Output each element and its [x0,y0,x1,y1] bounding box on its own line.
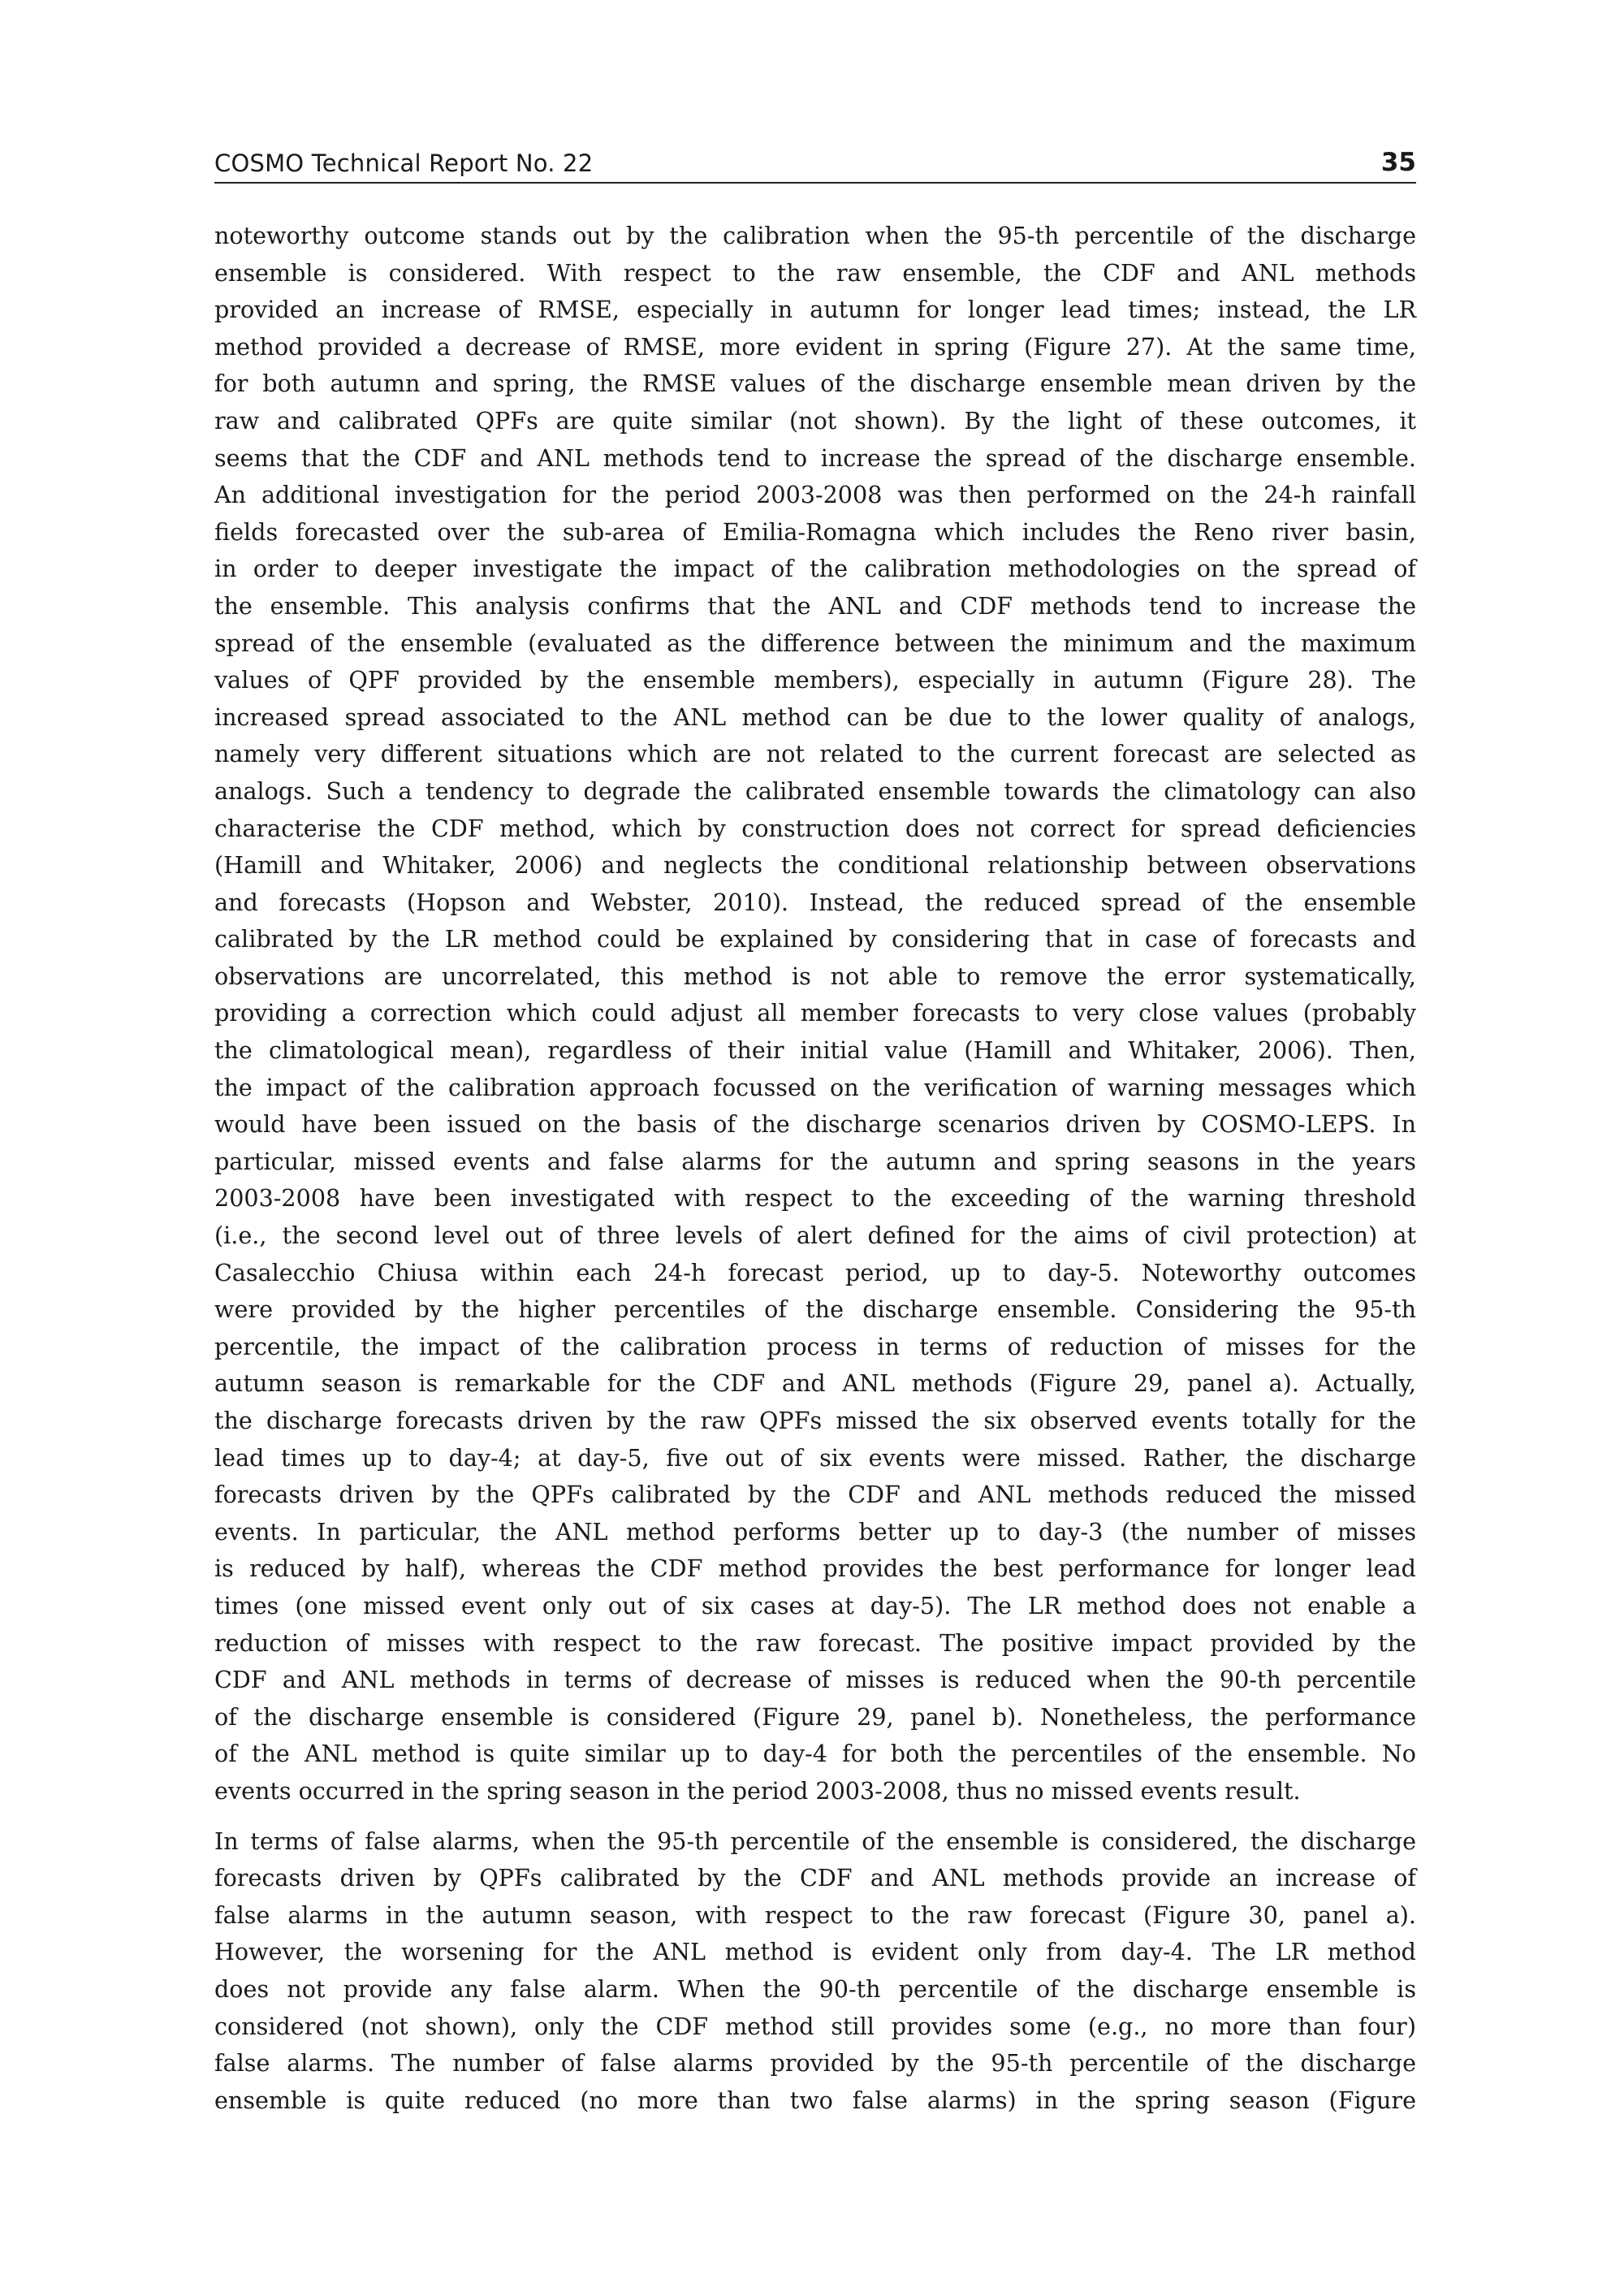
text-line: calibrated by the LR method could be explained by considering that in case of forecasts and [214,925,1416,953]
text-line: (i.e., the second level out of three levels of alert defined for the aims of civil protection) at [214,1222,1416,1250]
text-line: namely very different situations which are not related to the current forecast are selected as [214,740,1416,768]
text-line: for both autumn and spring, the RMSE values of the discharge ensemble mean driven by the [214,370,1416,398]
text-line: 2003-2008 have been investigated with respect to the exceeding of the warning threshold [214,1184,1416,1213]
text-line: provided an increase of RMSE, especially in autumn for longer lead times; instead, the LR [214,296,1416,324]
text-line: increased spread associated to the ANL method can be due to the lower quality of analogs, [214,703,1416,731]
text-line: false alarms in the autumn season, with respect to the raw forecast (Figure 30, panel a). [214,1900,1416,1929]
text-line: events. In particular, the ANL method performs better up to day-3 (the number of misses [214,1517,1416,1546]
text-line: is reduced by half), whereas the CDF method provides the best performance for longer lead [214,1554,1416,1583]
text-line: of the discharge ensemble is considered (Figure 29, panel b). Nonetheless, the performance [214,1702,1416,1731]
text-line: the impact of the calibration approach focussed on the verification of warning messages which [214,1073,1416,1101]
text-line: In terms of false alarms, when the 95-th percentile of the ensemble is considered, the discharge [214,1827,1416,1855]
page-number: 35 [1380,148,1416,177]
text-line: forecasts driven by the QPFs calibrated by the CDF and ANL methods reduced the missed [214,1481,1416,1509]
text-line: ensemble is considered. With respect to the raw ensemble, the CDF and ANL methods [214,258,1416,287]
text-line: Casalecchio Chiusa within each 24-h forecast period, up to day-5. Noteworthy outcomes [214,1258,1416,1286]
report-title: COSMO Technical Report No. 22 [214,149,594,177]
text-line: in order to deeper investigate the impact of the calibration methodologies on the spread of [214,555,1416,583]
text-line: An additional investigation for the period 2003-2008 was then performed on the 24-h rainfall [214,481,1416,509]
text-line: were provided by the higher percentiles of the discharge ensemble. Considering the 95-th [214,1295,1416,1324]
text-line: autumn season is remarkable for the CDF and ANL methods (Figure 29, panel a). Actually, [214,1369,1416,1398]
text-line: reduction of misses with respect to the raw forecast. The positive impact provided by the [214,1628,1416,1657]
text-line: characterise the CDF method, which by construction does not correct for spread deficiencies [214,814,1416,842]
text-line: and forecasts (Hopson and Webster, 2010). Instead, the reduced spread of the ensemble [214,888,1416,916]
text-line: observations are uncorrelated, this method is not able to remove the error systematically, [214,962,1416,990]
text-line: the ensemble. This analysis confirms that the ANL and CDF methods tend to increase the [214,591,1416,620]
text-line: fields forecasted over the sub-area of Emilia-Romagna which includes the Reno river basin, [214,517,1416,546]
text-line: seems that the CDF and ANL methods tend to increase the spread of the discharge ensemble. [214,443,1416,472]
text-line: would have been issued on the basis of the discharge scenarios driven by COSMO-LEPS. In [214,1110,1416,1139]
text-line: considered (not shown), only the CDF method still provides some (e.g., no more than four) [214,2012,1416,2040]
text-line: lead times up to day-4; at day-5, five out of six events were missed. Rather, the discharge [214,1443,1416,1472]
text-line: analogs. Such a tendency to degrade the calibrated ensemble towards the climatology can also [214,776,1416,805]
text-line: particular, missed events and false alarms for the autumn and spring seasons in the years [214,1147,1416,1175]
text-line: providing a correction which could adjust all member forecasts to very close values (probably [214,999,1416,1027]
text-line: However, the worsening for the ANL method is evident only from day-4. The LR method [214,1938,1416,1966]
text-line: values of QPF provided by the ensemble members), especially in autumn (Figure 28). The [214,666,1416,694]
running-header [214,145,1416,184]
paragraph-1 [214,218,1416,1810]
text-line: forecasts driven by QPFs calibrated by the CDF and ANL methods provide an increase of [214,1864,1416,1892]
text-line: noteworthy outcome stands out by the calibration when the 95-th percentile of the discharge [214,222,1416,249]
text-line: times (one missed event only out of six cases at day-5). The LR method does not enable a [214,1591,1416,1619]
text-line: percentile, the impact of the calibration process in terms of reduction of misses for the [214,1332,1416,1360]
text-line: does not provide any false alarm. When the 90-th percentile of the discharge ensemble is [214,1974,1416,2003]
text-line: ensemble is quite reduced (no more than two false alarms) in the spring season (Figure [214,2086,1416,2114]
paragraph-2 [214,1823,1416,2120]
text-line: CDF and ANL methods in terms of decrease of misses is reduced when the 90-th percentile [214,1666,1416,1694]
text-line: raw and calibrated QPFs are quite similar (not shown). By the light of these outcomes, it [214,406,1416,435]
text-line: events occurred in the spring season in the period 2003-2008, thus no missed events result. [214,1776,1301,1805]
text-line: spread of the ensemble (evaluated as the difference between the minimum and the maximum [214,629,1416,657]
text-line: (Hamill and Whitaker, 2006) and neglects the conditional relationship between observations [214,851,1416,880]
text-line: the climatological mean), regardless of their initial value (Hamill and Whitaker, 2006). Then, [214,1036,1416,1065]
text-line: false alarms. The number of false alarms provided by the 95-th percentile of the discharge [214,2049,1416,2078]
body-text [214,218,1416,2119]
text-line: method provided a decrease of RMSE, more evident in spring (Figure 27). At the same time, [214,332,1416,361]
text-line: the discharge forecasts driven by the raw QPFs missed the six observed events totally for the [214,1407,1416,1434]
text-line: of the ANL method is quite similar up to day-4 for both the percentiles of the ensemble. No [214,1740,1416,1768]
